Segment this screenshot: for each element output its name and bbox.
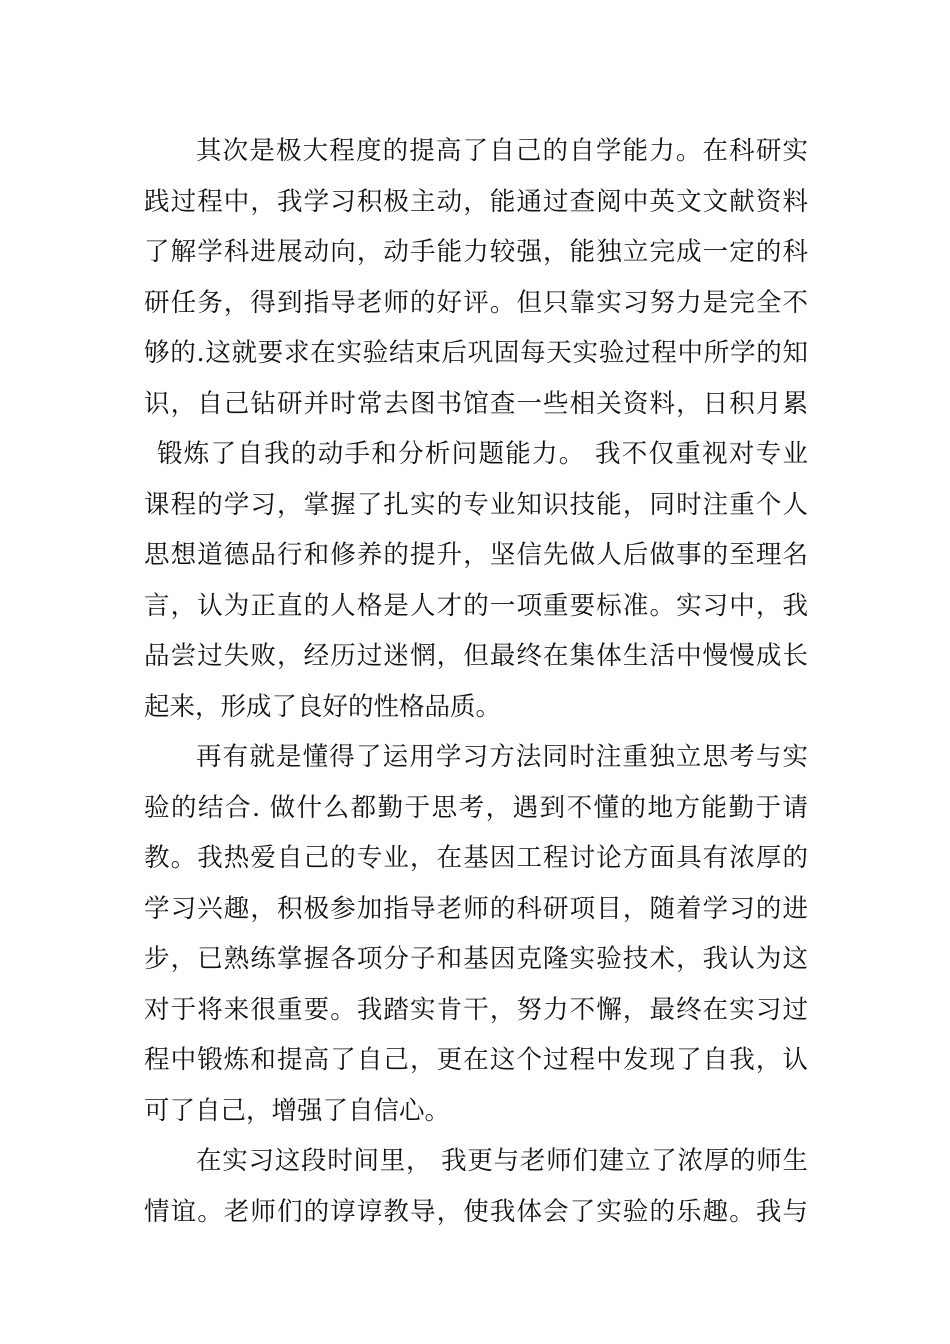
paragraph-line: 步，已熟练掌握各项分子和基因克隆实验技术，我认为这: [144, 944, 808, 974]
paragraph-3: [144, 1136, 808, 1237]
paragraph-line: 言，认为正直的人格是人才的一项重要标准。实习中，我: [144, 590, 808, 621]
paragraph-line: 在实习这段时间里， 我更与老师们建立了浓厚的师生: [196, 1146, 808, 1176]
body-text: [144, 126, 808, 1237]
paragraph-line: 其次是极大程度的提高了自己的自学能力。在科研实: [196, 136, 808, 166]
paragraph-line: 践过程中，我学习积极主动，能通过查阅中英文文献资料: [144, 186, 808, 217]
paragraph-line: 研任务，得到指导老师的好评。但只靠实习努力是完全不: [144, 287, 808, 318]
paragraph-line: 情谊。老师们的谆谆教导，使我体会了实验的乐趣。我与: [144, 1196, 808, 1227]
paragraph-line: 可了自己，增强了自信心。: [144, 1095, 451, 1126]
paragraph-line: 再有就是懂得了运用学习方法同时注重独立思考与实: [196, 742, 808, 772]
paragraph-line: 课程的学习，掌握了扎实的专业知识技能，同时注重个人: [144, 489, 808, 520]
paragraph-line: 起来，形成了良好的性格品质。: [144, 691, 502, 722]
paragraph-line: 锻炼了自我的动手和分析问题能力。 我不仅重视对专业: [157, 439, 808, 469]
paragraph-line: 够的.这就要求在实验结束后巩固每天实验过程中所学的知: [144, 338, 808, 368]
paragraph-line: 学习兴趣，积极参加指导老师的科研项目，随着学习的进: [144, 893, 808, 924]
paragraph-line: 验的结合. 做什么都勤于思考，遇到不懂的地方能勤于请: [144, 792, 808, 823]
paragraph-line: 了解学科进展动向，动手能力较强，能独立完成一定的科: [144, 237, 808, 267]
paragraph-line: 程中锻炼和提高了自己，更在这个过程中发现了自我，认: [144, 1045, 808, 1075]
paragraph-line: 对于将来很重要。我踏实肯干，努力不懈，最终在实习过: [144, 994, 808, 1025]
paragraph-1: [144, 126, 808, 732]
paragraph-2: [144, 732, 808, 1136]
paragraph-line: 教。我热爱自己的专业，在基因工程讨论方面具有浓厚的: [144, 843, 808, 873]
paragraph-line: 识，自己钻研并时常去图书馆查一些相关资料，日积月累: [144, 388, 808, 419]
paragraph-line: 品尝过失败，经历过迷惘，但最终在集体生活中慢慢成长: [144, 641, 808, 671]
paragraph-line: 思想道德品行和修养的提升，坚信先做人后做事的至理名: [144, 540, 808, 570]
